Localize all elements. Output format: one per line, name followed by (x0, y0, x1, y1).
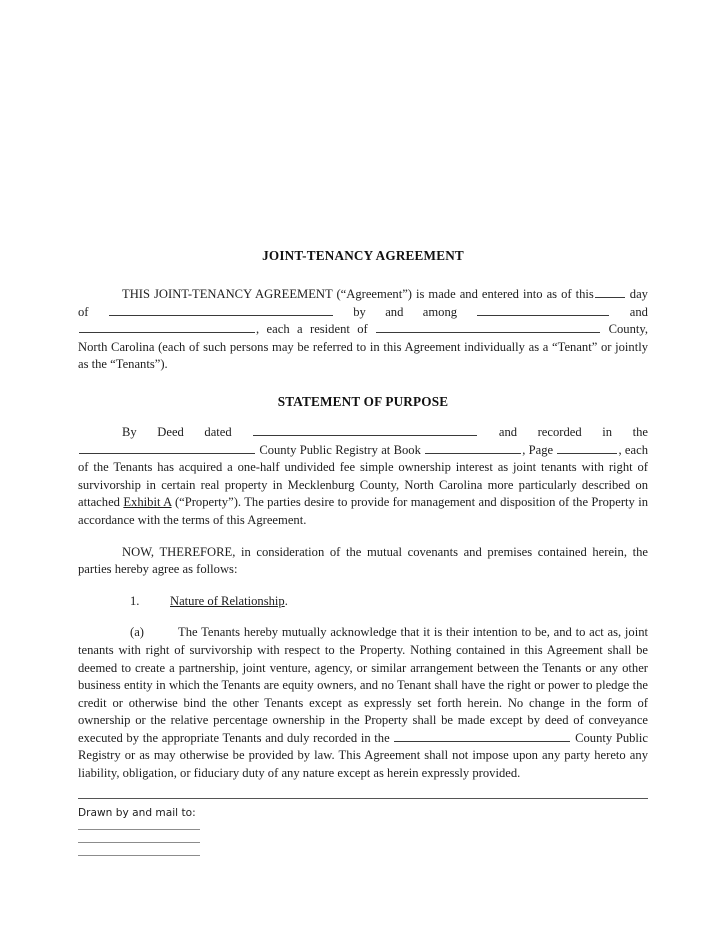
blank-deed-date-field[interactable] (253, 425, 477, 436)
clause-1-heading-label: Nature of Relationship (170, 593, 285, 608)
clause-1a-paragraph (78, 624, 648, 782)
clause-1-number: 1. (130, 593, 140, 608)
intro-after-blank3: and (629, 304, 648, 319)
drawn-by-line-1[interactable] (78, 829, 200, 830)
drawn-by-label: Drawn by and mail to: (78, 807, 196, 819)
purpose-paragraph (78, 424, 648, 530)
blank-recording-county-field[interactable] (394, 731, 570, 742)
now-therefore-paragraph: NOW, THEREFORE, in consideration of the mutual covenants and premises contained herein, the parties hereby agree as follows: (78, 544, 648, 577)
purpose-after-blank3: , Page (522, 442, 554, 457)
intro-paragraph (78, 286, 648, 374)
statement-of-purpose-heading: STATEMENT OF PURPOSE (277, 393, 449, 409)
drawn-by-line-3[interactable] (78, 855, 200, 856)
blank-day-field[interactable] (595, 287, 625, 298)
clause-1a-marker: (a) (130, 625, 144, 640)
clause-1a-text-before-blank: The Tenants hereby mutually acknowledge that it is their intention to be, and to act as, joint tenants with right of survivorship with respect to the Property. Nothing contained in this Agreement shall be deemed to create a partnership, joint venture, agency, or similar arrangement between the Tenants or any other business entity in which the Tenants are equity owners, and no Tenant shall have the right or power to pledge the credit or otherwise bind the other Tenants except as expressly set forth herein. No change in the form of ownership or the relative percentage ownership in the Property shall be made except by deed of conveyance executed by the appropriate Tenants and duly recorded in the (78, 625, 648, 745)
purpose-tail-text: (“Property”). The parties desire to provide for management and disposition of the Property in accordance with the terms of this Agreement. (78, 495, 648, 527)
document-body (78, 248, 648, 797)
page-title: JOINT-TENANCY AGREEMENT (262, 248, 464, 263)
intro-after-blank5: County, North Carolina (each of such persons may be referred to in this Agreement individually as a “Tenant” or jointly as the “Tenants”). (78, 322, 648, 372)
intro-lead-text: THIS JOINT-TENANCY AGREEMENT (“Agreement”) is made and entered into as of this (122, 287, 594, 301)
blank-residence-county-field[interactable] (376, 322, 600, 333)
intro-after-blank1: day of (78, 287, 648, 319)
purpose-after-blank1: and recorded in the (498, 424, 648, 439)
blank-month-year-field[interactable] (109, 304, 333, 315)
clause-1-heading-period: . (284, 593, 288, 608)
intro-after-blank2: by and among (353, 304, 458, 319)
blank-book-field[interactable] (425, 442, 521, 453)
drawn-by-footer (78, 798, 648, 868)
blank-party-one-field[interactable] (477, 304, 609, 315)
drawn-by-line-2[interactable] (78, 842, 200, 843)
footer-divider (78, 798, 648, 799)
blank-registry-county-field[interactable] (79, 442, 255, 453)
purpose-after-blank2: County Public Registry at Book (259, 442, 421, 457)
purpose-lead-text: By Deed dated (122, 424, 232, 439)
blank-page-field[interactable] (557, 442, 617, 453)
purpose-after-blank4: , each of the Tenants has acquired a one-half undivided fee simple ownership interest as joint tenants with right of survivorship in certain real property in Mecklenburg County, North Carolina more particularly described on attached (78, 442, 648, 510)
clause-1a-text-after-blank: County Public Registry or as may otherwise be provided by law. This Agreement shall not impose upon any party hereto any liability, obligation, or fiduciary duty of any nature except as herein expressly provided. (78, 730, 649, 781)
intro-after-blank4: , each a resident of (256, 322, 368, 337)
blank-party-two-field[interactable] (79, 322, 255, 333)
exhibit-a-reference: Exhibit A (123, 495, 172, 510)
clause-1-heading-row (78, 593, 648, 611)
